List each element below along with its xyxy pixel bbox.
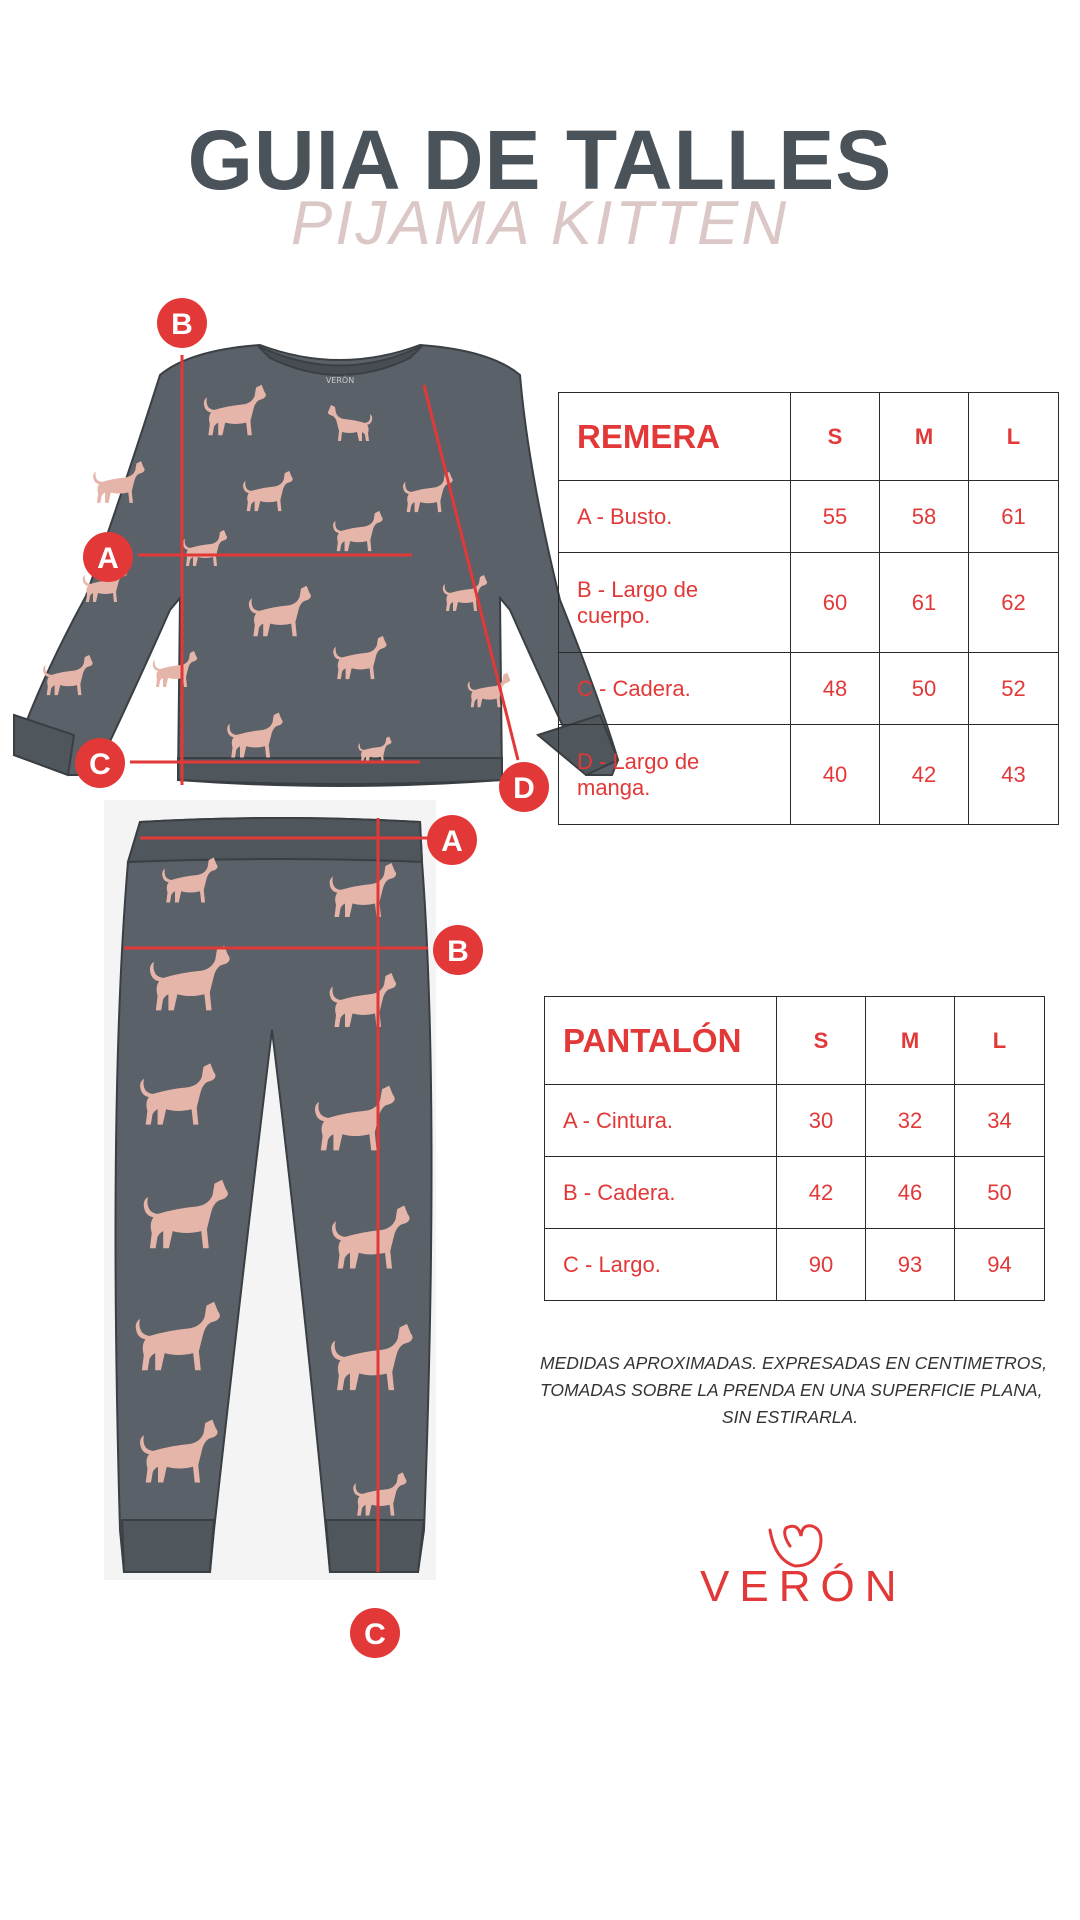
size-header-s: S: [777, 997, 866, 1085]
marker-c-shirt: [75, 738, 125, 788]
row-label: D - Largo de manga.: [559, 725, 791, 825]
cell-value: 43: [969, 725, 1059, 825]
table-row: [545, 1229, 1045, 1301]
table-row: [559, 653, 1059, 725]
table-title: PANTALÓN: [545, 997, 777, 1085]
cell-value: 48: [791, 653, 880, 725]
cell-value: 50: [955, 1157, 1045, 1229]
cell-value: 30: [777, 1085, 866, 1157]
cell-value: 93: [866, 1229, 955, 1301]
svg-text:B: B: [171, 308, 193, 341]
row-label: C - Cadera.: [559, 653, 791, 725]
cell-value: 34: [955, 1085, 1045, 1157]
svg-text:C: C: [364, 1618, 386, 1651]
table-row: [559, 481, 1059, 553]
remera-size-table: [558, 392, 1059, 825]
table-row: [559, 553, 1059, 653]
marker-a-shirt: [83, 532, 133, 582]
cell-value: 60: [791, 553, 880, 653]
svg-text:A: A: [441, 825, 463, 858]
cell-value: 40: [791, 725, 880, 825]
svg-text:B: B: [447, 935, 469, 968]
marker-b-shirt: [157, 298, 207, 348]
page-subtitle: PIJAMA KITTEN: [290, 189, 790, 258]
cell-value: 42: [880, 725, 969, 825]
cell-value: 32: [866, 1085, 955, 1157]
cell-value: 90: [777, 1229, 866, 1301]
page-title: GUIA DE TALLES: [187, 113, 893, 207]
row-label: B - Largo de cuerpo.: [559, 553, 791, 653]
brand-logo-text: VERÓN: [700, 1562, 907, 1611]
note-line: TOMADAS SOBRE LA PRENDA EN UNA SUPERFICIE PLANA,: [540, 1380, 1043, 1400]
cell-value: 61: [969, 481, 1059, 553]
table-header-row: [559, 393, 1059, 481]
note-line: MEDIDAS APROXIMADAS. EXPRESADAS EN CENTIMETROS,: [540, 1353, 1047, 1373]
size-header-l: L: [955, 997, 1045, 1085]
row-label: A - Busto.: [559, 481, 791, 553]
cell-value: 58: [880, 481, 969, 553]
cell-value: 55: [791, 481, 880, 553]
size-header-m: M: [866, 997, 955, 1085]
row-label: A - Cintura.: [545, 1085, 777, 1157]
note-line: SIN ESTIRARLA.: [721, 1407, 859, 1427]
cell-value: 61: [880, 553, 969, 653]
svg-text:D: D: [513, 772, 535, 805]
pants-drawing: [104, 800, 436, 1580]
cell-value: 94: [955, 1229, 1045, 1301]
table-row: [545, 1085, 1045, 1157]
cell-value: 42: [777, 1157, 866, 1229]
marker-c-pants: [350, 1608, 400, 1658]
cell-value: 46: [866, 1157, 955, 1229]
marker-d-shirt: [499, 762, 549, 812]
marker-b-pants: [433, 925, 483, 975]
svg-text:A: A: [97, 542, 119, 575]
table-title: REMERA: [559, 393, 791, 481]
shirt-neck-label: VERÓN: [325, 376, 355, 385]
svg-text:C: C: [89, 748, 111, 781]
table-row: [545, 1157, 1045, 1229]
size-header-l: L: [969, 393, 1059, 481]
row-label: C - Largo.: [545, 1229, 777, 1301]
cell-value: 62: [969, 553, 1059, 653]
size-header-m: M: [880, 393, 969, 481]
cell-value: 50: [880, 653, 969, 725]
table-row: [559, 725, 1059, 825]
row-label: B - Cadera.: [545, 1157, 777, 1229]
size-header-s: S: [791, 393, 880, 481]
pantalon-size-table: [544, 996, 1045, 1301]
marker-a-pants: [427, 815, 477, 865]
table-header-row: [545, 997, 1045, 1085]
cell-value: 52: [969, 653, 1059, 725]
logo-heart-icon: [770, 1526, 821, 1566]
measurement-note: [540, 1350, 1047, 1431]
